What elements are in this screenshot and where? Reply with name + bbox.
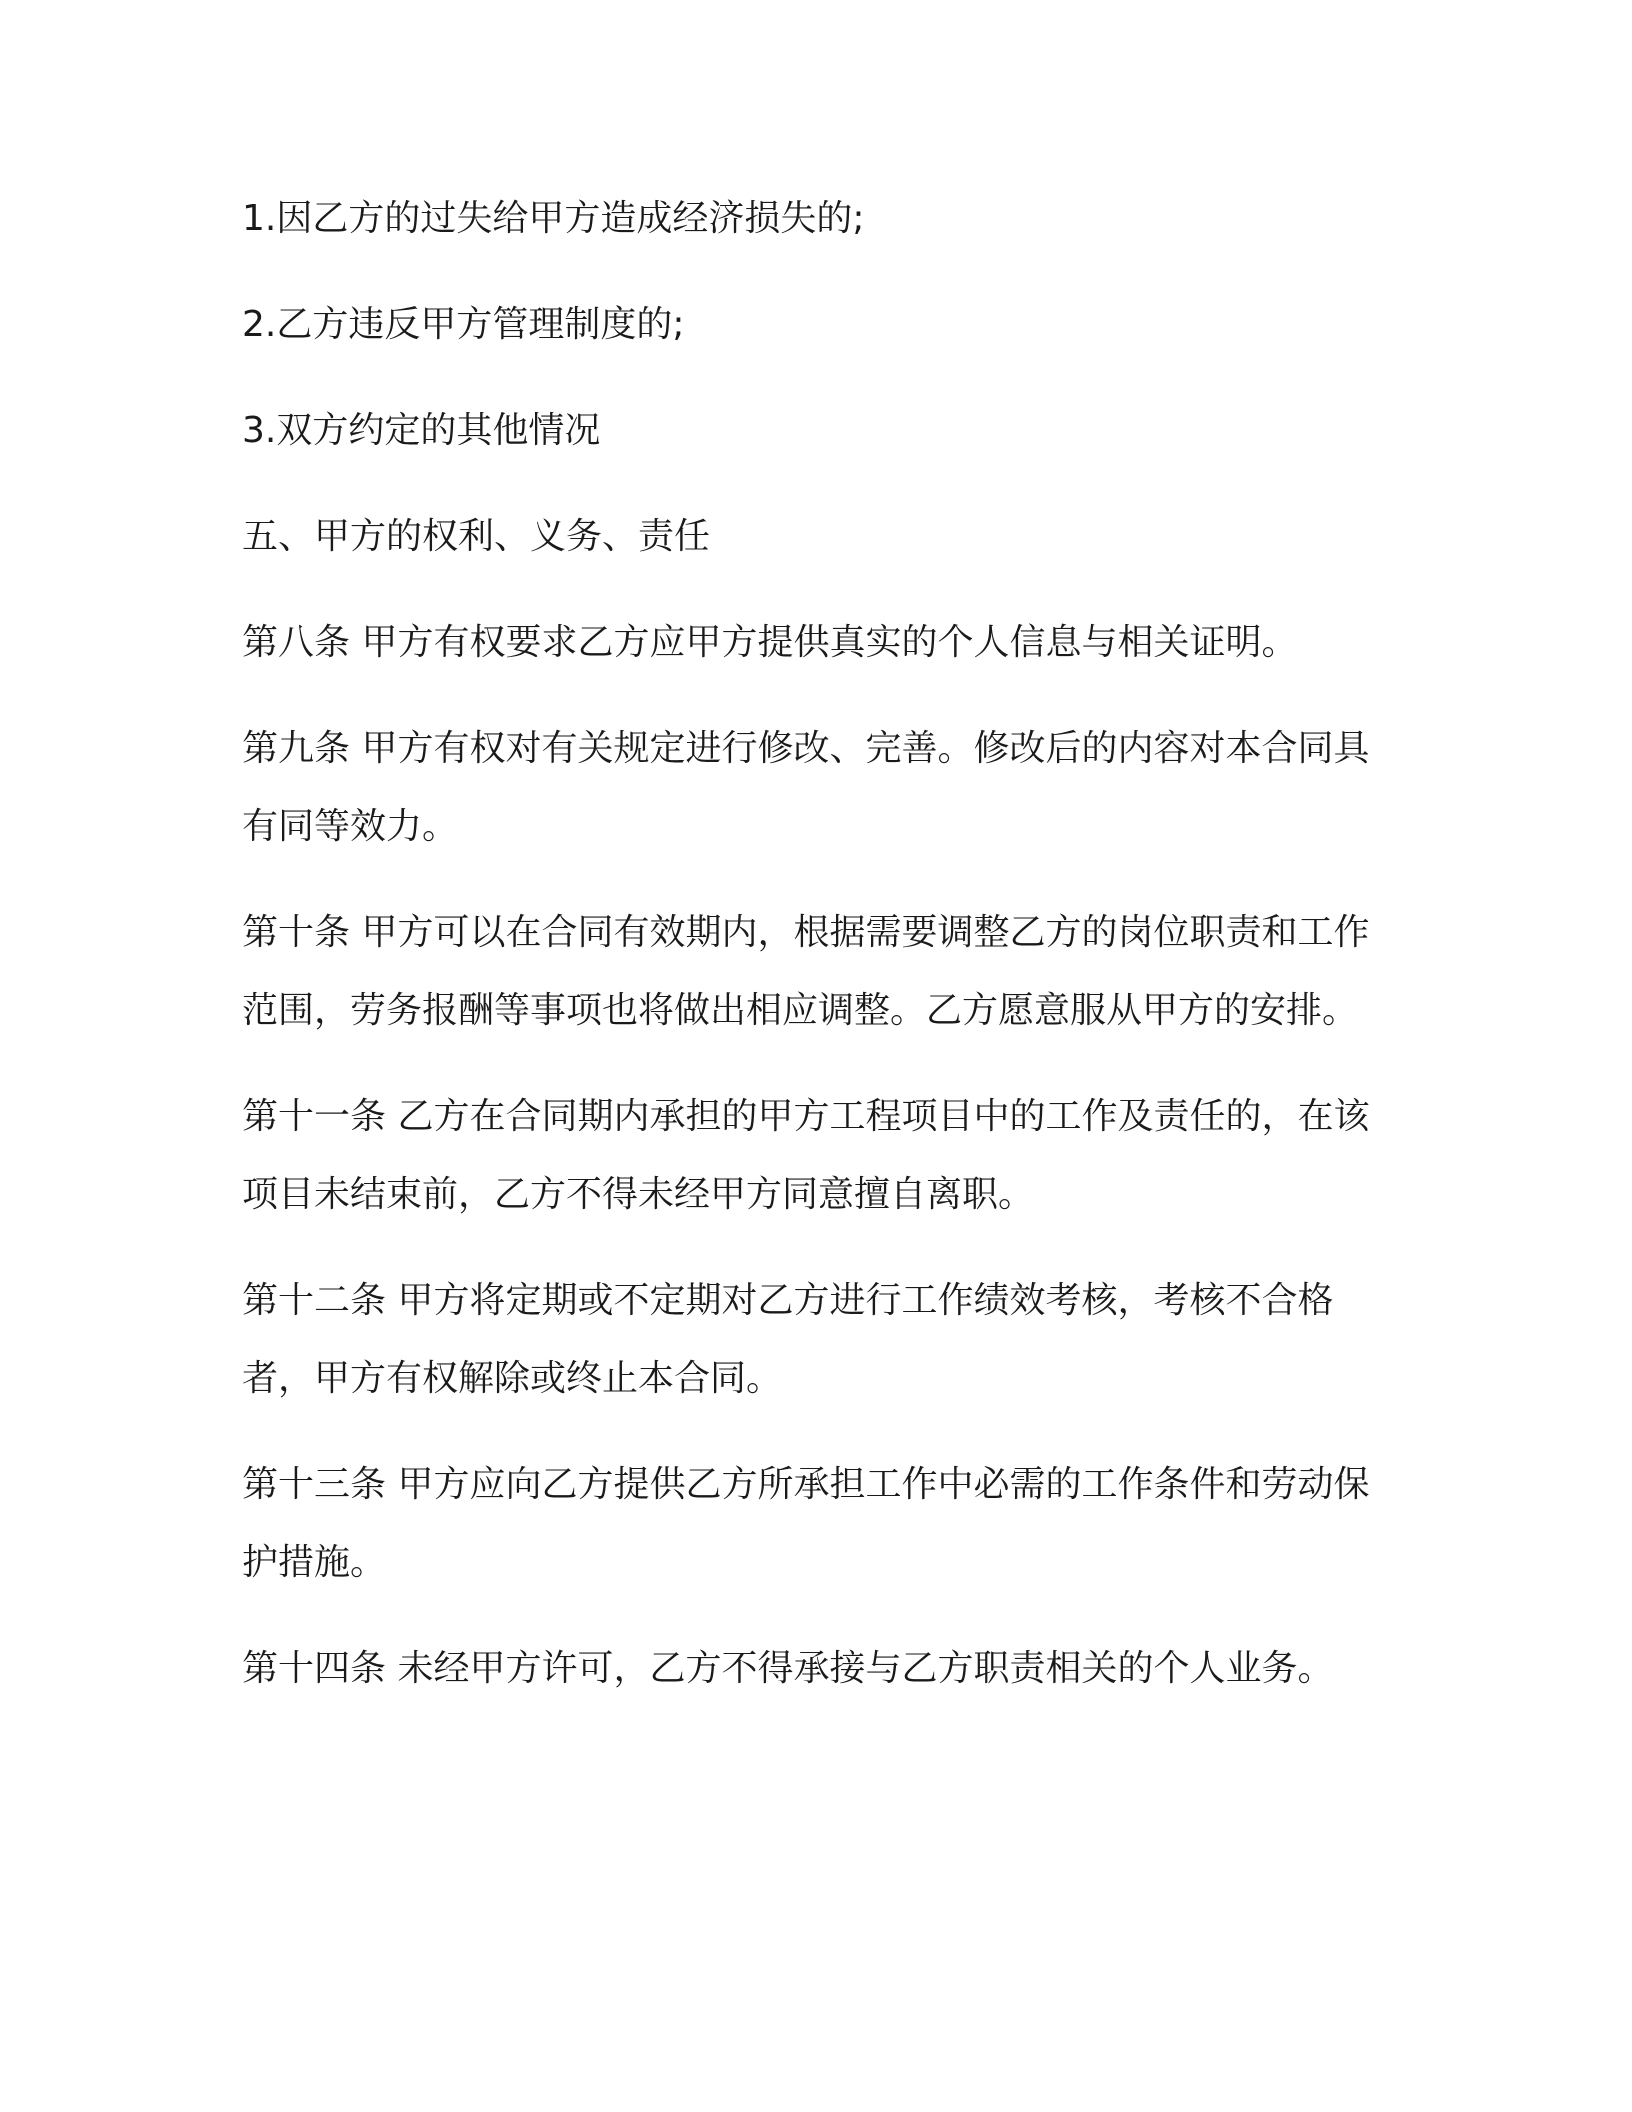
section-heading: 五、甲方的权利、义务、责任: [242, 516, 711, 557]
article-13: 第十三条 甲方应向乙方提供乙方所承担工作中必需的工作条件和劳动保护措施。: [242, 1464, 1370, 1583]
document-body: [242, 180, 1392, 1736]
article-8: 第八条 甲方有权要求乙方应甲方提供真实的个人信息与相关证明。: [242, 622, 1298, 663]
article-14: 第十四条 未经甲方许可，乙方不得承接与乙方职责相关的个人业务。: [242, 1648, 1334, 1689]
article-11: 第十一条 乙方在合同期内承担的甲方工程项目中的工作及责任的，在该项目未结束前，乙方不得未经甲方同意擅自离职。: [242, 1096, 1370, 1215]
clause-item-3: 3.双方约定的其他情况: [242, 410, 601, 451]
clause-item-2: 2.乙方违反甲方管理制度的;: [242, 304, 685, 345]
clause-item-1: 1.因乙方的过失给甲方造成经济损失的;: [242, 198, 865, 239]
article-10: 第十条 甲方可以在合同有效期内，根据需要调整乙方的岗位职责和工作范围，劳务报酬等事项也将做出相应调整。乙方愿意服从甲方的安排。: [242, 912, 1370, 1031]
article-12: 第十二条 甲方将定期或不定期对乙方进行工作绩效考核，考核不合格者，甲方有权解除或终止本合同。: [242, 1280, 1334, 1399]
article-9: 第九条 甲方有权对有关规定进行修改、完善。修改后的内容对本合同具有同等效力。: [242, 728, 1370, 847]
